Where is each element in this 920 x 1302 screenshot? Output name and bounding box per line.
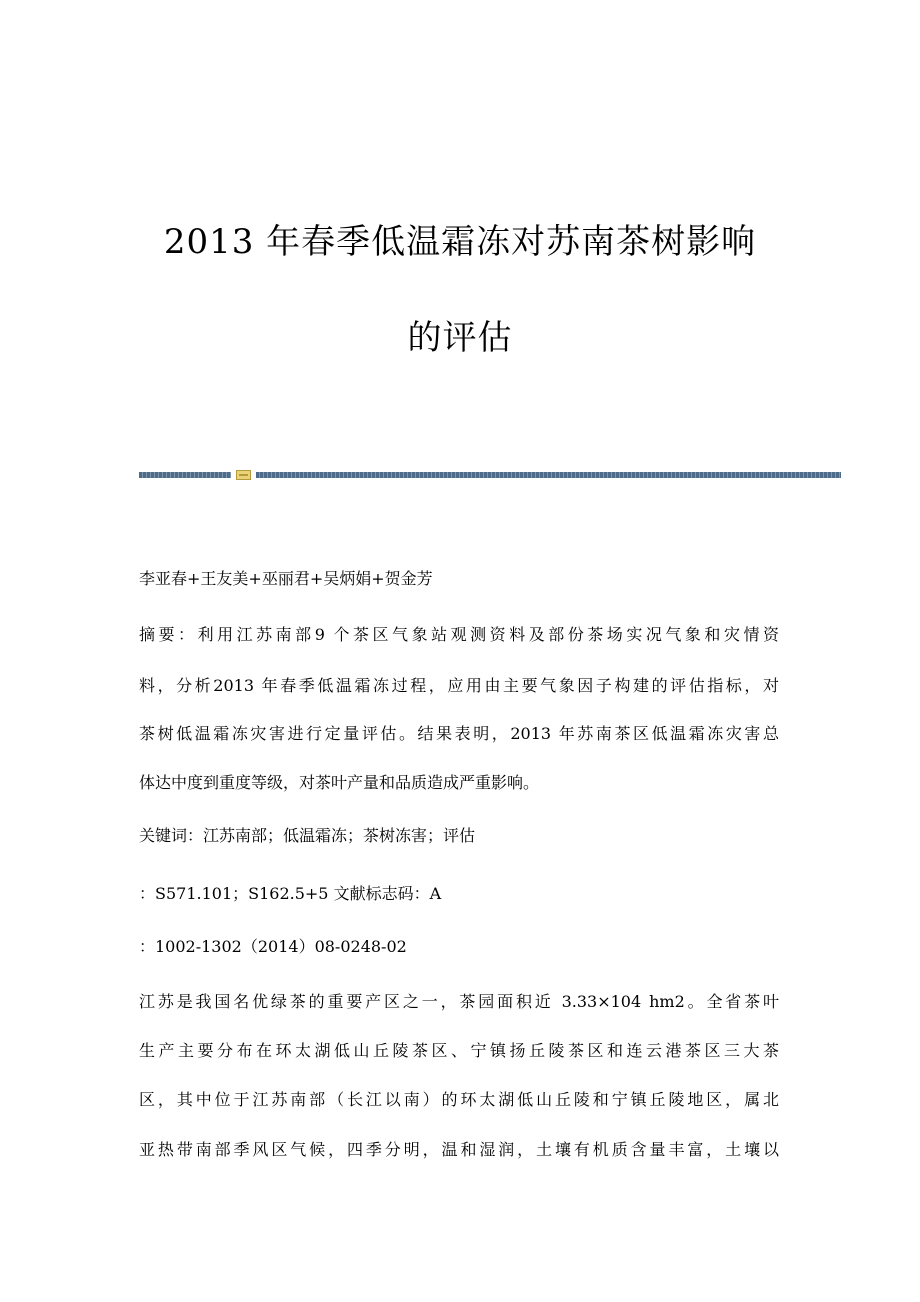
body-line: 区，其中位于江苏南部（长江以南）的环太湖低山丘陵和宁镇丘陵地区，属北 [139, 1090, 779, 1109]
title-line-2: 的评估 [407, 318, 513, 358]
abstract-line: 茶树低温霜冻灾害进行定量评估。结果表明，2013 年苏南茶区低温霜冻灾害总 [139, 724, 779, 743]
divider-bar-left [139, 472, 231, 478]
authors: 李亚春+王友美+巫丽君+吴炳娟+贺金芳 [139, 569, 433, 588]
divider-ornament-icon [236, 470, 251, 480]
title-line-1: 2013 年春季低温霜冻对苏南茶树影响 [163, 222, 757, 262]
divider-bar-right [256, 472, 841, 478]
body-line: 江苏是我国名优绿茶的重要产区之一，茶园面积近 3.33×104 hm2。全省茶叶 [139, 992, 779, 1011]
abstract-line: 摘要：利用江苏南部9 个茶区气象站观测资料及部份茶场实况气象和灾情资 [139, 625, 779, 644]
body-line: 生产主要分布在环太湖低山丘陵茶区、宁镇扬丘陵茶区和连云港茶区三大茶 [139, 1041, 779, 1060]
article-id: ：1002-1302（2014）08-0248-02 [139, 937, 407, 956]
title-divider [139, 470, 841, 480]
body-line: 亚热带南部季风区气候，四季分明，温和湿润，土壤有机质含量丰富，土壤以 [139, 1140, 779, 1159]
abstract-line: 料，分析2013 年春季低温霜冻过程，应用由主要气象因子构建的评估指标，对 [139, 676, 779, 695]
classification-code: ：S571.101；S162.5+5 文献标志码：A [139, 884, 442, 903]
abstract-line: 体达中度到重度等级，对茶叶产量和品质造成严重影响。 [139, 773, 540, 792]
keywords: 关键词：江苏南部；低温霜冻；茶树冻害；评估 [139, 826, 476, 845]
